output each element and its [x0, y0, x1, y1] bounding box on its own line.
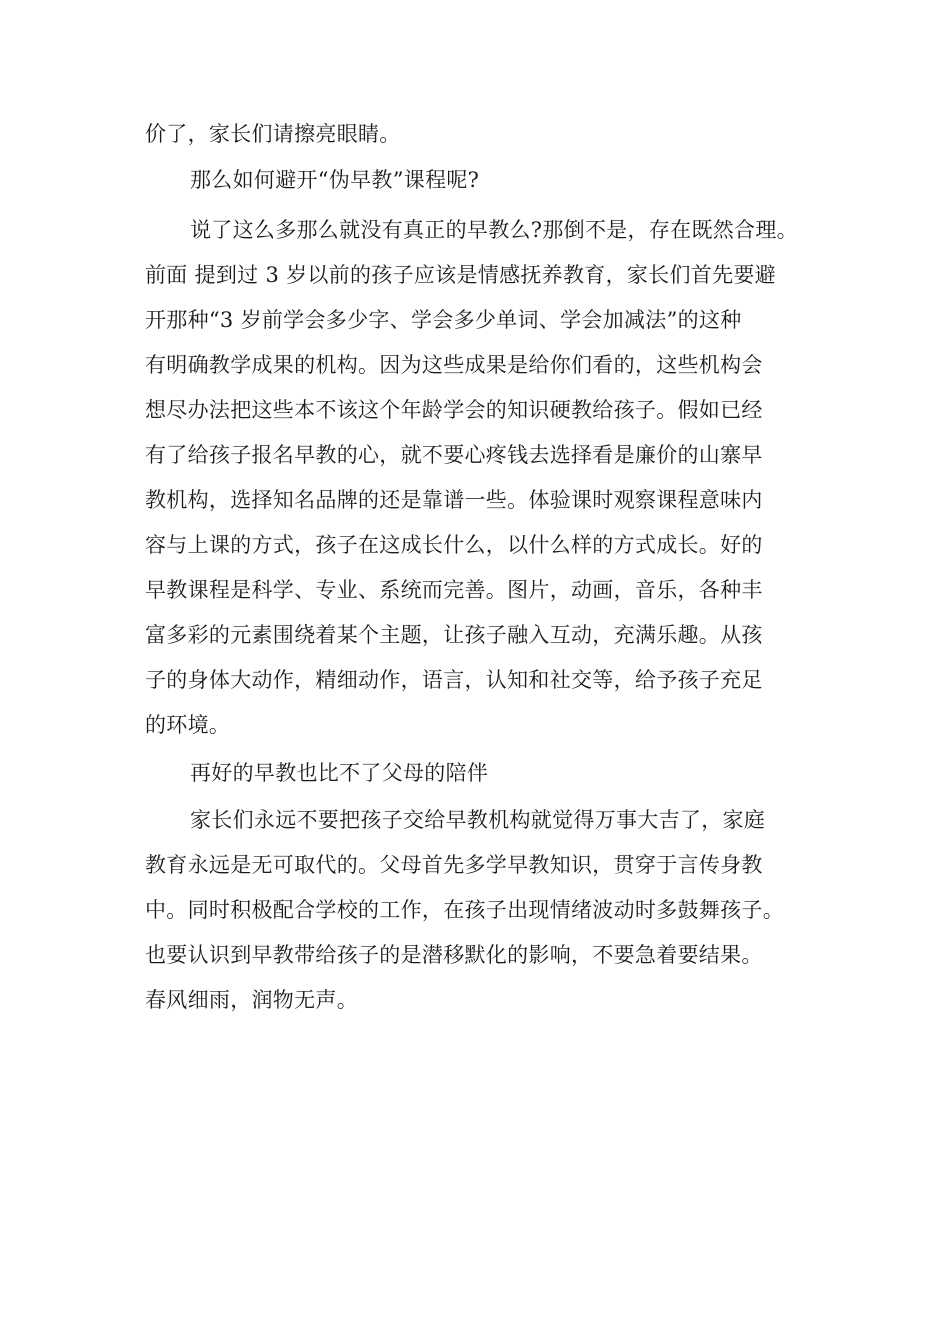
text-line: 有了给孩子报名早教的心，就不要心疼钱去选择看是廉价的山寨早 [145, 443, 763, 467]
text-line: 前面 提到过 3 岁以前的孩子应该是情感抚养教育，家长们首先要避 [145, 263, 776, 287]
section-heading: 那么如何避开“伪早教”课程呢? [190, 168, 480, 192]
text-line: 开那种“3 岁前学会多少字、学会多少单词、学会加减法”的这种 [145, 308, 742, 332]
text-line: 家长们永远不要把孩子交给早教机构就觉得万事大吉了，家庭 [190, 808, 766, 832]
text-line: 也要认识到早教带给孩子的是潜移默化的影响，不要急着要结果。 [145, 943, 763, 967]
section-heading: 再好的早教也比不了父母的陪伴 [190, 761, 489, 785]
text-line: 中。同时积极配合学校的工作，在孩子出现情绪波动时多鼓舞孩子。 [145, 898, 784, 922]
text-line: 的环境。 [145, 713, 231, 737]
text-line: 教机构，选择知名品牌的还是靠谱一些。体验课时观察课程意味内 [145, 488, 763, 512]
text-line: 早教课程是科学、专业、系统而完善。图片，动画，音乐，各种丰 [145, 578, 763, 602]
text-line: 想尽办法把这些本不该这个年龄学会的知识硬教给孩子。假如已经 [145, 398, 763, 422]
text-line: 子的身体大动作，精细动作，语言，认知和社交等，给予孩子充足 [145, 668, 763, 692]
text-line: 有明确教学成果的机构。因为这些成果是给你们看的，这些机构会 [145, 353, 763, 377]
text-line: 教育永远是无可取代的。父母首先多学早教知识，贯穿于言传身教 [145, 853, 763, 877]
text-line: 春风细雨，润物无声。 [145, 988, 358, 1012]
text-line: 容与上课的方式，孩子在这成长什么，以什么样的方式成长。好的 [145, 533, 763, 557]
text-line: 富多彩的元素围绕着某个主题，让孩子融入互动，充满乐趣。从孩 [145, 623, 763, 647]
text-line: 说了这么多那么就没有真正的早教么?那倒不是，存在既然合理。 [190, 218, 798, 242]
text-line: 价了，家长们请擦亮眼睛。 [145, 122, 401, 146]
